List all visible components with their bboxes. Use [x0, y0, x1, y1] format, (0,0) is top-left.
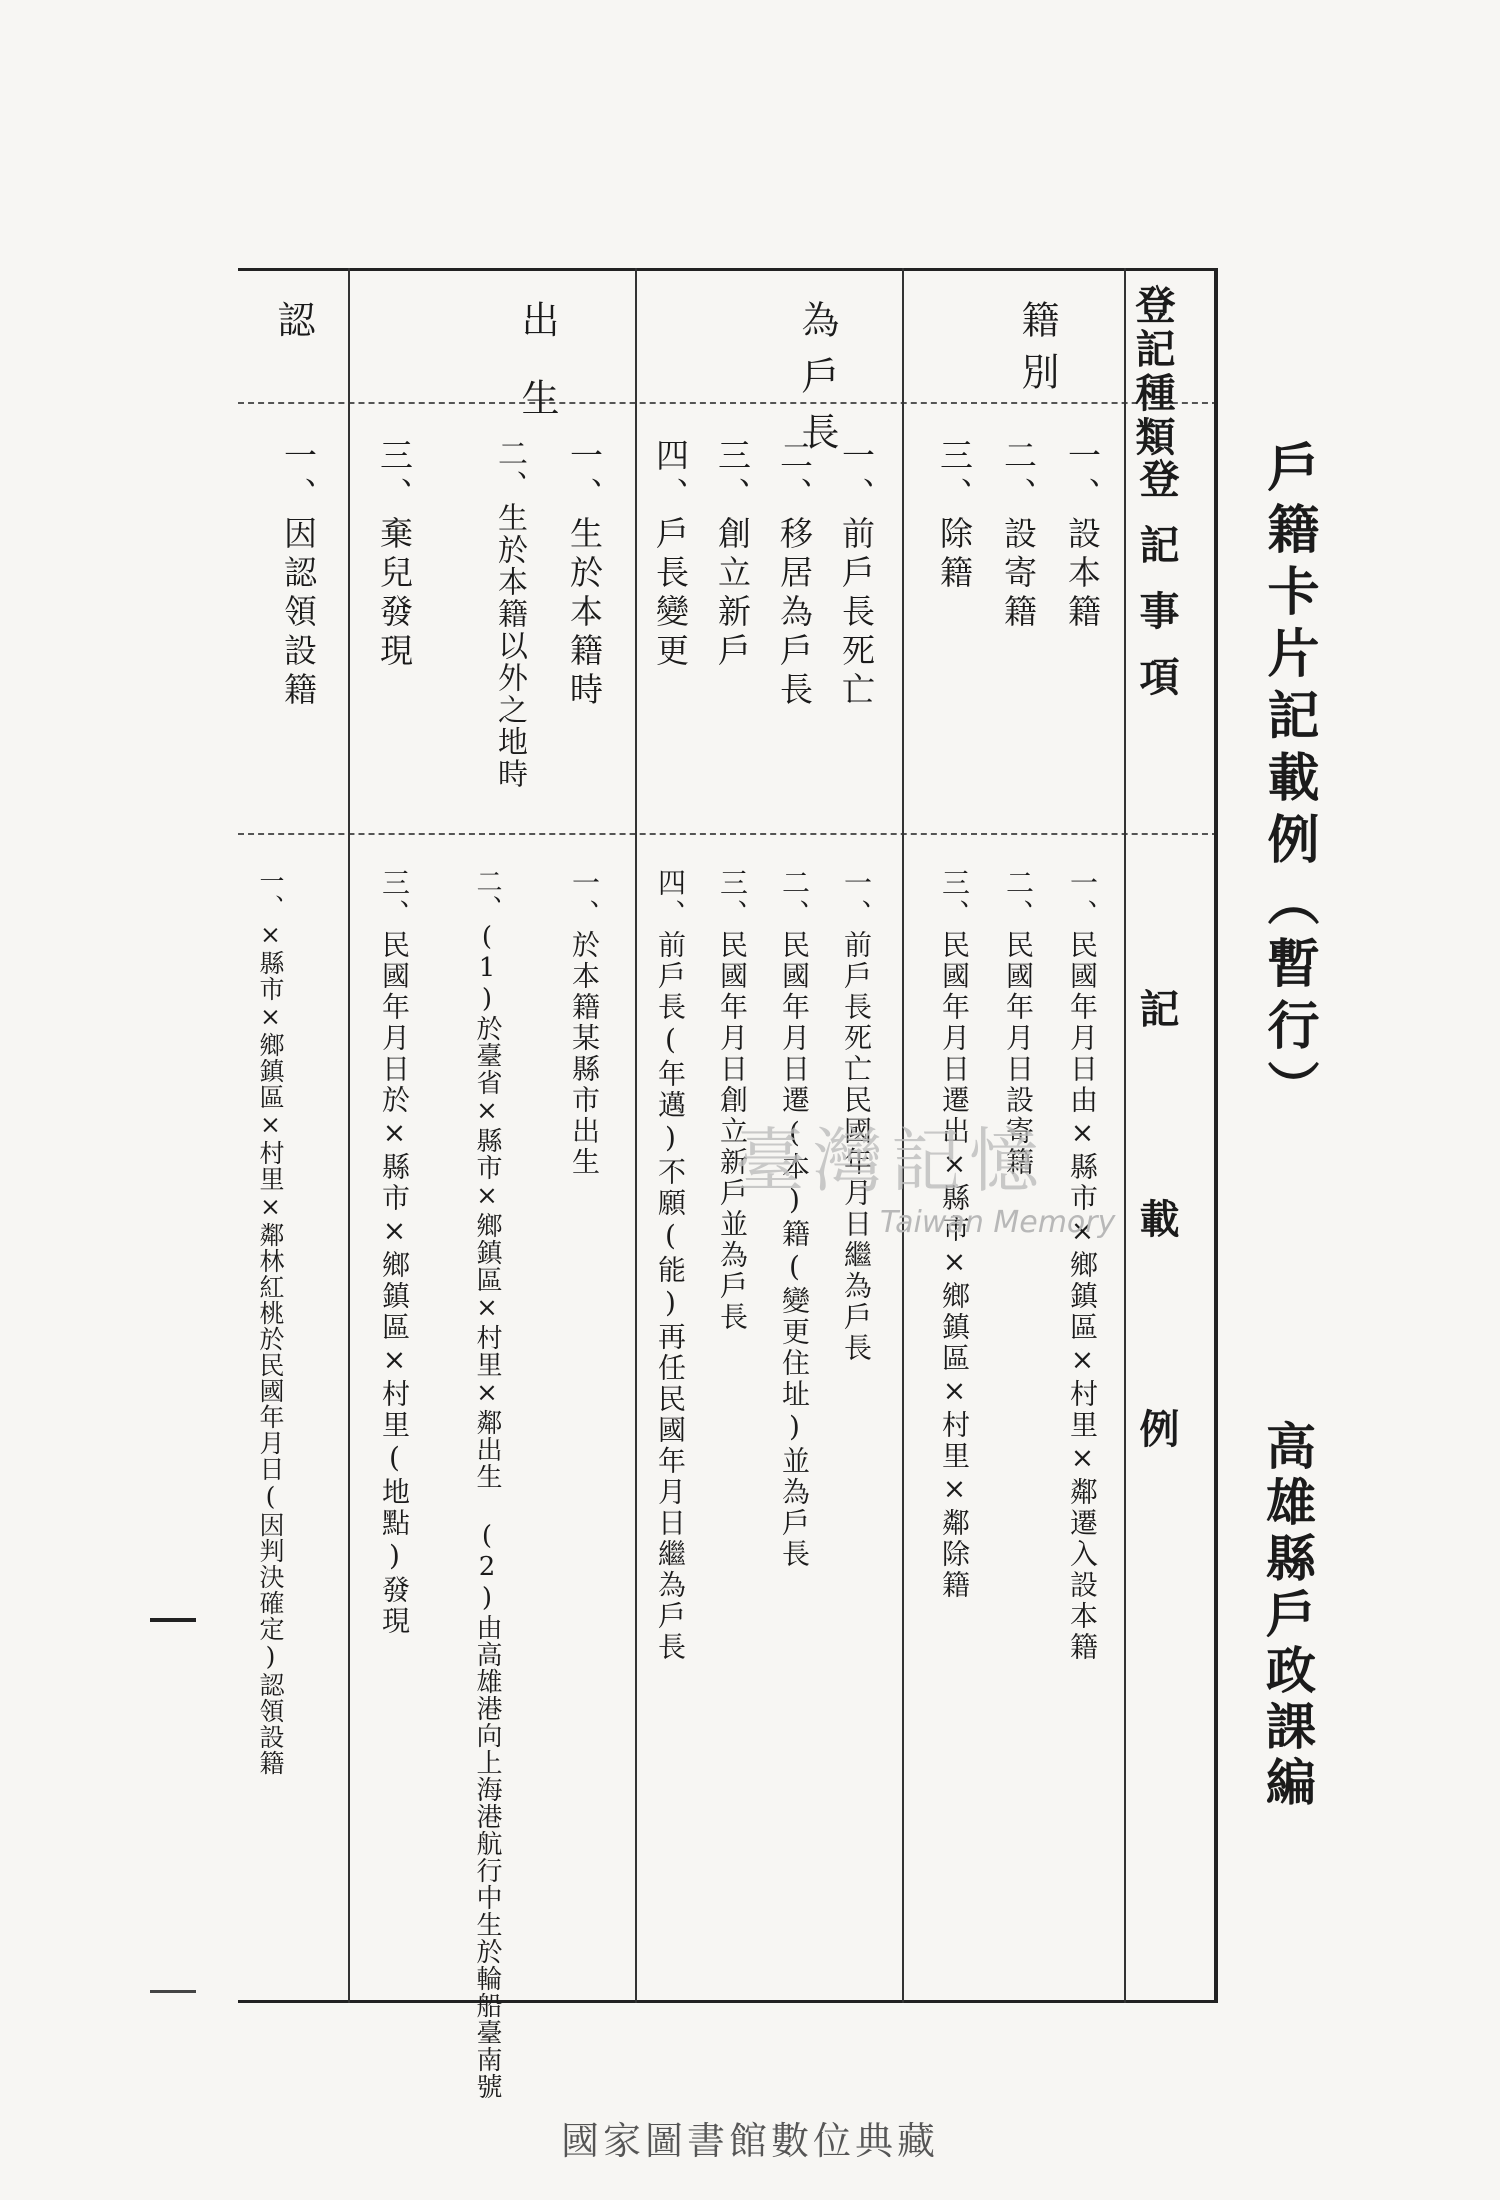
- example-text: 一、×縣市×鄉鎮區×村里×鄰林紅桃於民國年月日(因判決確定)認領設籍: [256, 868, 285, 1776]
- item-text: 三、除籍: [935, 438, 974, 594]
- category-label: 認: [271, 300, 315, 342]
- watermark-logo: 臺灣記憶: [735, 1120, 1047, 1202]
- header-category: 登記種類: [1129, 284, 1176, 460]
- item-text: 一、生於本籍時: [565, 438, 604, 711]
- item-text: 二、設寄籍: [999, 438, 1038, 633]
- page-number: [150, 1618, 196, 1622]
- header-column-rule: [1124, 268, 1126, 2003]
- category-label: 出生: [515, 300, 559, 456]
- example-text: 二、民國年月日設寄籍: [1002, 868, 1035, 1178]
- example-text: 一、前戶長死亡民國年月日繼為戶長: [840, 868, 873, 1364]
- header-items: 登記事項: [1133, 458, 1180, 722]
- watermark-english: Taiwan Memory: [880, 1205, 1116, 1240]
- example-text: 一、民國年月日由×縣市×鄉鎮區×村里×鄰遷入設本籍: [1066, 868, 1099, 1663]
- table-top-rule: [238, 268, 1218, 271]
- group-rule-2: [635, 268, 637, 2003]
- item-text: 三、棄兒發現: [375, 438, 414, 672]
- category-divider: [238, 402, 1218, 404]
- document-author: 高雄縣戶政課編: [1258, 1420, 1317, 1812]
- archive-footer: 國家圖書館數位典藏: [560, 2119, 939, 2163]
- item-text: 一、前戶長死亡: [837, 438, 876, 711]
- header-examples: 記載例: [1133, 988, 1180, 1618]
- table-right-edge: [1214, 268, 1218, 2003]
- example-text: 一、於本籍某縣市出生: [568, 868, 601, 1178]
- left-margin-mark: [150, 1990, 196, 1993]
- item-text: 四、戶長變更: [651, 438, 690, 672]
- item-text: 一、因認領設籍: [279, 438, 318, 711]
- table-bottom-rule: [238, 2000, 1218, 2003]
- example-text: 四、前戶長(年邁)不願(能)再任民國年月日繼為戶長: [654, 868, 687, 1663]
- items-divider: [238, 833, 1218, 835]
- item-text: 二、生於本籍以外之地時: [492, 438, 527, 790]
- item-text: 二、移居為戶長: [775, 438, 814, 711]
- item-text: 一、設本籍: [1063, 438, 1102, 633]
- example-text: 三、民國年月日遷出×縣市×鄉鎮區×村里×鄰除籍: [938, 868, 971, 1601]
- example-text: 二、(1)於臺省×縣市×鄉鎮區×村里×鄰出生 (2)由高雄港向上海港航行中生於輪船臺南號: [472, 868, 502, 2100]
- item-text: 三、創立新戶: [713, 438, 752, 672]
- document-title: 戶籍卡片記載例（暫行）: [1258, 440, 1319, 1122]
- example-text: 三、民國年月日創立新戶並為戶長: [716, 868, 749, 1333]
- category-label: 為戶長: [795, 300, 839, 468]
- register-table: [238, 268, 1218, 2100]
- example-text: 三、民國年月日於×縣市×鄉鎮區×村里(地點)發現: [378, 868, 411, 1637]
- example-text: 二、民國年月日遷(本)籍(變更住址)並為戶長: [778, 868, 811, 1570]
- category-label: 籍別: [1015, 300, 1059, 404]
- group-rule-3: [348, 268, 350, 2003]
